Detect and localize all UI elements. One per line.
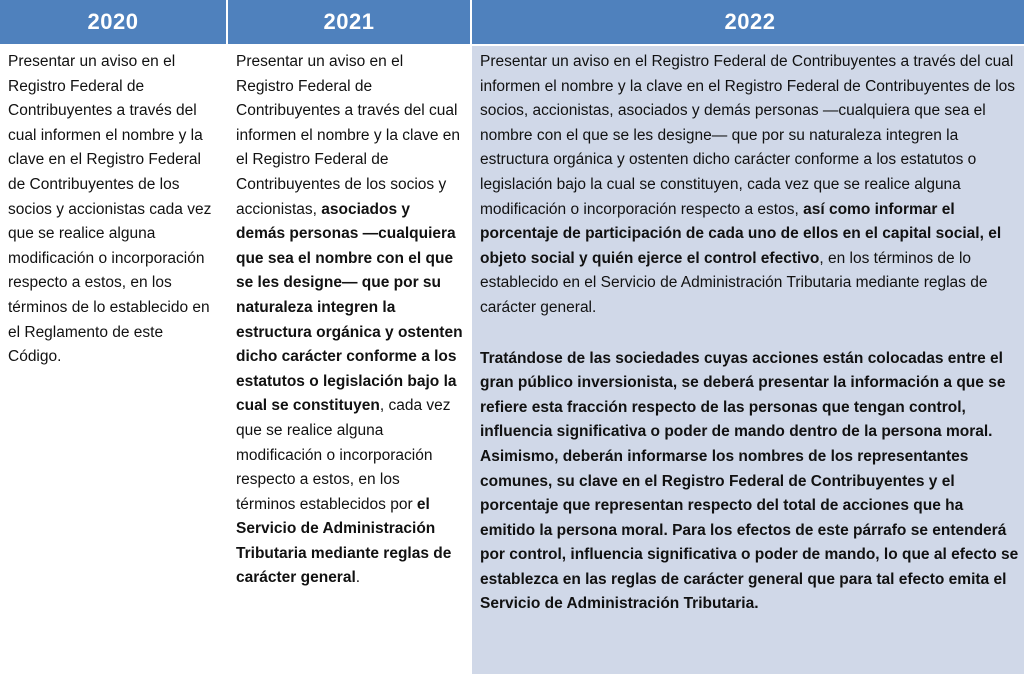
header-2022: 2022 (472, 0, 1024, 44)
text-2021-bold1: asociados y demás personas —cualquiera que sea el nombre con el que se les designe— que por su naturaleza integren la estructura orgánica y ostenten dicho carácter conforme a los estatutos o legislación bajo la cual se constituyen (236, 200, 463, 415)
text-2022-paragraph1 (480, 50, 1021, 321)
header-2020: 2020 (0, 0, 226, 44)
cell-2020 (0, 46, 226, 674)
paragraph-spacer (480, 321, 1021, 347)
text-2020: Presentar un aviso en el Registro Federal de Contribuyentes a través del cual informen el nombre y la clave en el Registro Federal de Contribuyentes de los socios y accionistas cada vez que se realice alguna modificación o incorporación respecto a estos, en los términos de lo establecido en el Reglamento de este Código. (8, 53, 212, 366)
cell-2022 (472, 46, 1024, 674)
header-2021: 2021 (228, 0, 470, 44)
text-2021-part3: . (355, 569, 361, 587)
text-2021 (236, 50, 463, 591)
text-2021-bold2: el Servicio de Administración Tributaria mediante reglas de carácter general (236, 495, 452, 587)
text-2022-paragraph2 (480, 347, 1021, 618)
cell-2021 (228, 46, 470, 674)
text-2021-part2: , cada vez que se realice alguna modificación o incorporación respecto a estos, en los términos establecidos por (236, 397, 451, 513)
text-2022-bold1: así como informar el porcentaje de participación de cada uno de ellos en el capital social, el objeto social y quién ejerce el control efectivo (480, 200, 1002, 267)
text-2022-bold2: Tratándose de las sociedades cuyas acciones están colocadas entre el gran público inversionista, se deberá presentar la información a que se refiere esta fracción respecto de las personas que tengan control, influencia significativa o poder de mando dentro de la persona moral. Asimismo, deberán informarse los nombres de los representantes comunes, su clave en el Registro Federal de Contribuyentes y el porcentaje que representan respecto del total de acciones que ha emitido la persona moral. Para los efectos de este párrafo se entenderá por control, influencia significativa o poder de mando, lo que al efecto se establezca en las reglas de carácter general que para tal efecto emita el Servicio de Administración Tributaria. (480, 349, 1019, 613)
text-2021-part1: Presentar un aviso en el Registro Federal de Contribuyentes a través del cual informen el nombre y la clave en el Registro Federal de Contribuyentes de los socios y accionistas, (236, 53, 461, 218)
text-2022-part2: , en los términos de lo establecido en el Servicio de Administración Tributaria mediante reglas de carácter general. (480, 249, 988, 316)
text-2022-part1: Presentar un aviso en el Registro Federal de Contribuyentes a través del cual informen el nombre y la clave en el Registro Federal de Contribuyentes de los socios, accionistas, asociados y demás personas —cualquiera que sea el nombre con el que se les designe— que por su naturaleza integren la estructura orgánica y ostenten dicho carácter conforme a los estatutos o legislación bajo la cual se constituyen, cada vez que se realice alguna modificación o incorporación respecto a estos, (480, 53, 1016, 218)
